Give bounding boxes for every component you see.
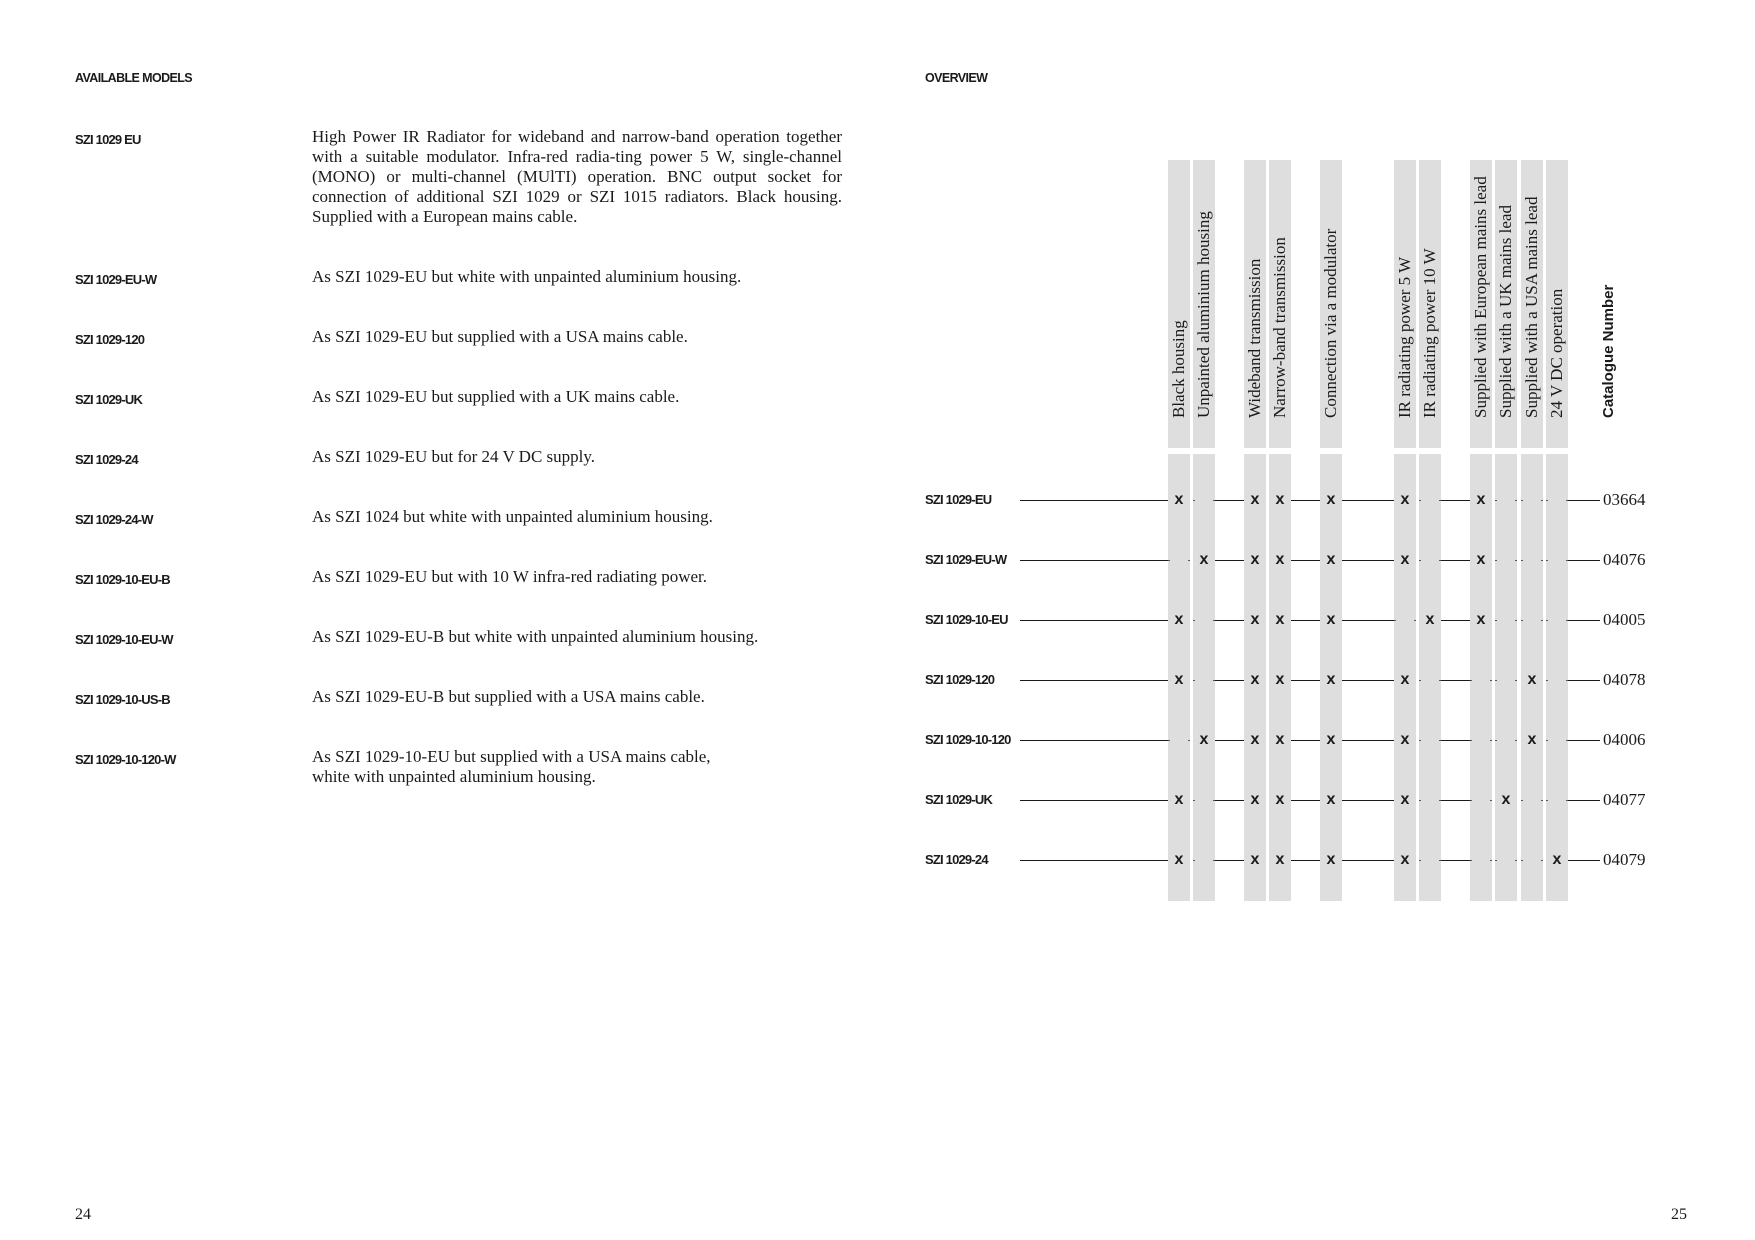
- row-leader-line: [1020, 860, 1168, 861]
- model-name: SZI 1029-10-US-B: [75, 692, 170, 707]
- feature-tick: [1193, 800, 1215, 801]
- column-header-label: IR radiating power 10 W: [1420, 248, 1439, 418]
- page-number-left: 24: [75, 1206, 91, 1223]
- feature-tick: [1419, 860, 1441, 861]
- feature-mark: x: [1250, 731, 1260, 748]
- feature-mark: x: [1250, 791, 1260, 808]
- column-header: [1470, 160, 1492, 440]
- feature-tick: [1495, 680, 1517, 681]
- feature-mark: x: [1199, 731, 1209, 748]
- feature-mark: x: [1400, 791, 1410, 808]
- feature-mark: x: [1174, 611, 1184, 628]
- feature-mark: x: [1250, 491, 1260, 508]
- row-model-name: SZI 1029-10-120: [925, 732, 1017, 748]
- catalogue-number: 04006: [1603, 730, 1646, 749]
- row-model-name: SZI 1029-EU: [925, 492, 997, 508]
- feature-tick: [1419, 680, 1441, 681]
- row-leader-line: [1215, 560, 1244, 561]
- feature-tick: [1193, 620, 1215, 621]
- feature-tick: [1546, 680, 1568, 681]
- feature-mark: x: [1174, 791, 1184, 808]
- overview-heading: OVERVIEW: [925, 71, 988, 85]
- feature-tick: [1521, 500, 1543, 501]
- feature-tick: [1521, 800, 1543, 801]
- catalogue-number: 04005: [1603, 610, 1646, 629]
- feature-tick: [1470, 800, 1492, 801]
- row-leader-line: [1441, 740, 1470, 741]
- row-leader-line: [1291, 740, 1320, 741]
- column-header-label: Supplied with European mains lead: [1471, 176, 1490, 418]
- row-leader-line: [1215, 680, 1244, 681]
- row-leader-line: [1342, 860, 1394, 861]
- catalogue-number: 03664: [1603, 490, 1646, 509]
- column-header: [1419, 160, 1441, 440]
- model-description: As SZI 1029-EU but for 24 V DC supply.: [312, 447, 596, 466]
- feature-tick: [1419, 500, 1441, 501]
- feature-mark: x: [1199, 551, 1209, 568]
- feature-tick: [1546, 620, 1568, 621]
- column-header-label: 24 V DC operation: [1547, 288, 1566, 418]
- column-header: [1269, 160, 1291, 440]
- feature-mark: x: [1326, 671, 1336, 688]
- row-leader-line: [1342, 620, 1394, 621]
- column-band-gap: [1193, 448, 1215, 454]
- feature-mark: x: [1275, 791, 1285, 808]
- feature-mark: x: [1326, 731, 1336, 748]
- row-leader-line: [1020, 800, 1168, 801]
- feature-tick: [1521, 560, 1543, 561]
- column-header-label: Unpainted aluminium housing: [1194, 211, 1213, 418]
- feature-mark: x: [1552, 851, 1562, 868]
- row-leader-line: [1342, 500, 1394, 501]
- feature-mark: x: [1275, 491, 1285, 508]
- catalogue-number: 04077: [1603, 790, 1646, 809]
- row-leader-line: [1020, 740, 1168, 741]
- column-header: [1320, 160, 1342, 440]
- feature-mark: x: [1527, 671, 1537, 688]
- column-header-label: Narrow-band transmission: [1270, 237, 1289, 418]
- model-name: SZI 1029-24: [75, 452, 138, 467]
- model-description: As SZI 1024 but white with unpainted aluminium housing.: [312, 507, 713, 526]
- feature-mark: x: [1326, 491, 1336, 508]
- row-leader-line: [1441, 620, 1470, 621]
- feature-tick: [1193, 680, 1215, 681]
- feature-mark: x: [1275, 671, 1285, 688]
- model-name: SZI 1029-10-120-W: [75, 752, 176, 767]
- column-header-label: Black housing: [1169, 320, 1188, 418]
- model-description: As SZI 1029-EU but supplied with a USA mains cable.: [312, 327, 688, 346]
- feature-mark: x: [1326, 611, 1336, 628]
- feature-mark: x: [1275, 611, 1285, 628]
- feature-mark: x: [1174, 671, 1184, 688]
- row-leader-line: [1291, 860, 1320, 861]
- feature-mark: x: [1174, 851, 1184, 868]
- model-name: SZI 1029-EU-W: [75, 272, 157, 287]
- column-header-label: Supplied with a UK mains lead: [1496, 205, 1515, 418]
- row-leader-line: [1568, 500, 1600, 501]
- model-description: As SZI 1029-EU-B but white with unpainted aluminium housing.: [312, 627, 759, 646]
- model-name: SZI 1029-10-EU-W: [75, 632, 173, 647]
- column-band-gap: [1394, 448, 1416, 454]
- available-models-heading: AVAILABLE MODELS: [75, 71, 193, 85]
- feature-tick: [1495, 620, 1517, 621]
- feature-mark: x: [1275, 551, 1285, 568]
- row-model-name: SZI 1029-24: [925, 852, 994, 868]
- feature-tick: [1193, 860, 1215, 861]
- feature-tick: [1193, 500, 1215, 501]
- row-leader-line: [1291, 500, 1320, 501]
- row-leader-line: [1342, 740, 1394, 741]
- row-leader-line: [1568, 560, 1600, 561]
- feature-tick: [1521, 620, 1543, 621]
- feature-mark: x: [1400, 671, 1410, 688]
- feature-tick: [1419, 800, 1441, 801]
- column-header: [1521, 160, 1543, 440]
- feature-tick: [1546, 740, 1568, 741]
- row-leader-line: [1342, 800, 1394, 801]
- column-band-gap: [1470, 448, 1492, 454]
- model-description: High Power IR Radiator for wideband and narrow-band operation together with a suitable modulator. Infra-red radia-ting power 5 W, single-channel (MONO) or multi-channel (MUlTI) operation. BNC output socket for connection of additional SZI 1029 or SZI 1015 radiators. Black housing. Supplied with a European mains cable.: [312, 127, 842, 226]
- row-model-name: SZI 1029-10-EU: [925, 612, 1014, 628]
- row-leader-line: [1291, 560, 1320, 561]
- column-band-gap: [1546, 448, 1568, 454]
- row-model-name: SZI 1029-UK: [925, 792, 998, 808]
- row-leader-line: [1215, 500, 1244, 501]
- column-header: [1495, 160, 1517, 440]
- feature-tick: [1470, 740, 1492, 741]
- row-leader-line: [1568, 680, 1600, 681]
- row-leader-line: [1342, 680, 1394, 681]
- feature-mark: x: [1326, 851, 1336, 868]
- model-description: As SZI 1029-10-EU but supplied with a USA mains cable, white with unpainted aluminium housing.: [312, 747, 711, 786]
- row-leader-line: [1441, 680, 1470, 681]
- column-header: [1244, 160, 1266, 440]
- feature-mark: x: [1326, 791, 1336, 808]
- feature-mark: x: [1275, 851, 1285, 868]
- feature-tick: [1168, 560, 1190, 561]
- column-header: [1193, 160, 1215, 440]
- catalogue-number-header-label: Catalogue Number: [1600, 284, 1617, 418]
- feature-mark: x: [1174, 491, 1184, 508]
- row-leader-line: [1291, 680, 1320, 681]
- column-header: [1394, 160, 1416, 440]
- model-description: As SZI 1029-EU but white with unpainted aluminium housing.: [312, 267, 742, 286]
- page-number-right: 25: [1671, 1206, 1687, 1223]
- row-leader-line: [1342, 560, 1394, 561]
- feature-tick: [1521, 860, 1543, 861]
- feature-mark: x: [1400, 731, 1410, 748]
- feature-tick: [1168, 740, 1190, 741]
- model-name: SZI 1029-24-W: [75, 512, 153, 527]
- row-leader-line: [1020, 500, 1168, 501]
- feature-mark: x: [1326, 551, 1336, 568]
- column-band-gap: [1168, 448, 1190, 454]
- row-model-name: SZI 1029-120: [925, 672, 1000, 688]
- feature-mark: x: [1425, 611, 1435, 628]
- column-band-gap: [1320, 448, 1342, 454]
- row-leader-line: [1020, 560, 1168, 561]
- model-description: As SZI 1029-EU but supplied with a UK mains cable.: [312, 387, 680, 406]
- row-leader-line: [1441, 500, 1470, 501]
- column-band-gap: [1419, 448, 1441, 454]
- model-name: SZI 1029-120: [75, 332, 145, 347]
- feature-tick: [1470, 860, 1492, 861]
- row-leader-line: [1215, 620, 1244, 621]
- catalogue-number-header: [1598, 160, 1620, 440]
- row-leader-line: [1441, 860, 1470, 861]
- model-description: As SZI 1029-EU-B but supplied with a USA mains cable.: [312, 687, 705, 706]
- model-name: SZI 1029-UK: [75, 392, 143, 407]
- feature-tick: [1495, 560, 1517, 561]
- feature-mark: x: [1476, 551, 1486, 568]
- row-leader-line: [1568, 860, 1600, 861]
- feature-tick: [1546, 500, 1568, 501]
- feature-mark: x: [1400, 491, 1410, 508]
- feature-tick: [1546, 560, 1568, 561]
- column-band-gap: [1521, 448, 1543, 454]
- row-leader-line: [1020, 680, 1168, 681]
- feature-mark: x: [1400, 551, 1410, 568]
- feature-mark: x: [1476, 491, 1486, 508]
- row-leader-line: [1291, 620, 1320, 621]
- feature-tick: [1495, 740, 1517, 741]
- feature-mark: x: [1275, 731, 1285, 748]
- column-band-gap: [1495, 448, 1517, 454]
- row-leader-line: [1291, 800, 1320, 801]
- column-header-label: IR radiating power 5 W: [1395, 256, 1414, 418]
- column-header-label: Supplied with a USA mains lead: [1522, 196, 1541, 418]
- row-leader-line: [1568, 800, 1600, 801]
- feature-tick: [1419, 560, 1441, 561]
- column-band-gap: [1269, 448, 1291, 454]
- feature-mark: x: [1476, 611, 1486, 628]
- feature-tick: [1495, 500, 1517, 501]
- feature-mark: x: [1250, 611, 1260, 628]
- model-name: SZI 1029 EU: [75, 132, 141, 147]
- row-leader-line: [1215, 860, 1244, 861]
- feature-mark: x: [1250, 671, 1260, 688]
- feature-mark: x: [1250, 551, 1260, 568]
- row-leader-line: [1568, 620, 1600, 621]
- column-header-label: Connection via a modulator: [1321, 228, 1340, 418]
- feature-tick: [1419, 740, 1441, 741]
- feature-mark: x: [1501, 791, 1511, 808]
- feature-tick: [1495, 860, 1517, 861]
- feature-tick: [1546, 800, 1568, 801]
- row-leader-line: [1020, 620, 1168, 621]
- row-model-name: SZI 1029-EU-W: [925, 552, 1012, 568]
- column-band-gap: [1244, 448, 1266, 454]
- catalogue-number: 04079: [1603, 850, 1646, 869]
- model-name: SZI 1029-10-EU-B: [75, 572, 170, 587]
- feature-mark: x: [1400, 851, 1410, 868]
- feature-mark: x: [1250, 851, 1260, 868]
- feature-tick: [1470, 680, 1492, 681]
- column-header: [1546, 160, 1568, 440]
- row-leader-line: [1568, 740, 1600, 741]
- catalogue-number: 04076: [1603, 550, 1646, 569]
- model-description: As SZI 1029-EU but with 10 W infra-red radiating power.: [312, 567, 708, 586]
- row-leader-line: [1215, 740, 1244, 741]
- column-header: [1168, 160, 1190, 440]
- row-leader-line: [1215, 800, 1244, 801]
- catalogue-number: 04078: [1603, 670, 1646, 689]
- column-header-label: Wideband transmission: [1245, 258, 1264, 418]
- row-leader-line: [1441, 800, 1470, 801]
- row-leader-line: [1441, 560, 1470, 561]
- feature-tick: [1394, 620, 1416, 621]
- feature-mark: x: [1527, 731, 1537, 748]
